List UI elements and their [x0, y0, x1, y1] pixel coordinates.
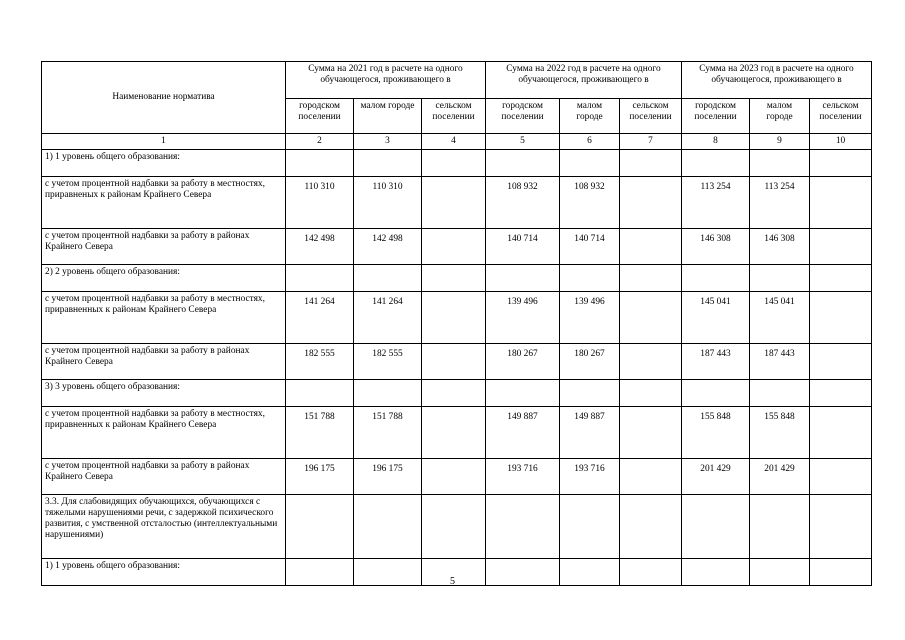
column-number: 6 [560, 134, 620, 150]
column-number: 5 [486, 134, 560, 150]
value-cell [750, 265, 810, 292]
value-cell: 145 041 [682, 292, 750, 344]
value-cell [682, 150, 750, 177]
value-cell [422, 265, 486, 292]
table-row [42, 344, 872, 380]
value-cell: 110 310 [286, 177, 354, 229]
column-number: 8 [682, 134, 750, 150]
value-cell [422, 495, 486, 559]
row-label: 3) 3 уровень общего образования: [42, 380, 286, 407]
value-cell [810, 344, 872, 380]
value-cell [422, 292, 486, 344]
column-number: 4 [422, 134, 486, 150]
value-cell [354, 265, 422, 292]
value-cell: 201 429 [750, 459, 810, 495]
table-body [42, 150, 872, 586]
subcol-urban: городском поселении [286, 99, 354, 134]
header-name-cell: Наименование норматива [42, 62, 286, 134]
subcol-rural: сельском поселении [620, 99, 682, 134]
row-label: с учетом процентной надбавки за работу в районах Крайнего Севера [42, 229, 286, 265]
value-cell [620, 265, 682, 292]
value-cell: 151 788 [354, 407, 422, 459]
value-cell: 155 848 [682, 407, 750, 459]
value-cell: 140 714 [486, 229, 560, 265]
value-cell: 145 041 [750, 292, 810, 344]
value-cell [810, 177, 872, 229]
value-cell: 142 498 [286, 229, 354, 265]
value-cell [810, 495, 872, 559]
value-cell: 155 848 [750, 407, 810, 459]
row-label: с учетом процентной надбавки за работу в районах Крайнего Севера [42, 344, 286, 380]
column-number: 3 [354, 134, 422, 150]
value-cell [486, 265, 560, 292]
value-cell [286, 380, 354, 407]
value-cell: 180 267 [560, 344, 620, 380]
value-cell [486, 150, 560, 177]
row-label: с учетом процентной надбавки за работу в местностях, приравненных к районам Крайнего Севера [42, 407, 286, 459]
value-cell: 196 175 [286, 459, 354, 495]
value-cell [286, 495, 354, 559]
row-label: 2) 2 уровень общего образования: [42, 265, 286, 292]
value-cell [810, 229, 872, 265]
value-cell: 182 555 [354, 344, 422, 380]
column-number-row [42, 134, 872, 150]
value-cell [560, 150, 620, 177]
value-cell: 139 496 [560, 292, 620, 344]
header-row-groups [42, 62, 872, 99]
value-cell [620, 459, 682, 495]
value-cell [560, 265, 620, 292]
value-cell: 141 264 [286, 292, 354, 344]
row-label: с учетом процентной надбавки за работу в районах Крайнего Севера [42, 459, 286, 495]
value-cell [286, 150, 354, 177]
row-label: 1) 1 уровень общего образования: [42, 559, 286, 586]
value-cell [560, 495, 620, 559]
value-cell: 146 308 [682, 229, 750, 265]
value-cell: 108 932 [486, 177, 560, 229]
norms-table [41, 61, 872, 586]
value-cell: 149 887 [560, 407, 620, 459]
value-cell [750, 380, 810, 407]
value-cell [682, 265, 750, 292]
value-cell [620, 150, 682, 177]
subcol-rural: сельском поселении [810, 99, 872, 134]
value-cell: 108 932 [560, 177, 620, 229]
header-group-2021: Сумма на 2021 год в расчете на одного обучающегося, проживающего в [286, 62, 486, 99]
value-cell: 180 267 [486, 344, 560, 380]
table-row [42, 380, 872, 407]
value-cell [750, 150, 810, 177]
value-cell: 193 716 [560, 459, 620, 495]
value-cell [810, 265, 872, 292]
table-row [42, 495, 872, 559]
subcol-small-town: малом городе [750, 99, 810, 134]
value-cell [422, 344, 486, 380]
table-row [42, 150, 872, 177]
value-cell: 187 443 [750, 344, 810, 380]
row-label: с учетом процентной надбавки за работу в местностях, приравненых к районам Крайнего Севера [42, 177, 286, 229]
value-cell [682, 380, 750, 407]
subcol-urban: городском поселении [682, 99, 750, 134]
value-cell: 139 496 [486, 292, 560, 344]
value-cell [486, 495, 560, 559]
column-number: 10 [810, 134, 872, 150]
value-cell [810, 380, 872, 407]
value-cell: 142 498 [354, 229, 422, 265]
value-cell [682, 495, 750, 559]
value-cell: 187 443 [682, 344, 750, 380]
value-cell [620, 407, 682, 459]
value-cell [560, 380, 620, 407]
value-cell [810, 292, 872, 344]
column-number: 1 [42, 134, 286, 150]
value-cell [620, 344, 682, 380]
row-label: 3.3. Для слабовидящих обучающихся, обучающихся с тяжелыми нарушениями речи, с задержкой психического развития, с умственной отсталостью (интеллектуальными нарушениями) [42, 495, 286, 559]
table-row [42, 177, 872, 229]
value-cell [422, 229, 486, 265]
value-cell: 113 254 [682, 177, 750, 229]
value-cell: 201 429 [682, 459, 750, 495]
value-cell [422, 177, 486, 229]
value-cell: 141 264 [354, 292, 422, 344]
value-cell [422, 150, 486, 177]
subcol-urban: городском поселении [486, 99, 560, 134]
subcol-small-town: малом городе [354, 99, 422, 134]
value-cell [810, 459, 872, 495]
value-cell [620, 380, 682, 407]
column-number: 2 [286, 134, 354, 150]
value-cell [354, 150, 422, 177]
table-row [42, 292, 872, 344]
value-cell [810, 407, 872, 459]
value-cell [354, 495, 422, 559]
subcol-rural: сельском поселении [422, 99, 486, 134]
value-cell [422, 380, 486, 407]
value-cell: 149 887 [486, 407, 560, 459]
table-row [42, 229, 872, 265]
value-cell [620, 495, 682, 559]
value-cell [750, 495, 810, 559]
subcol-small-town: малом городе [560, 99, 620, 134]
table-row [42, 407, 872, 459]
value-cell [486, 380, 560, 407]
value-cell: 151 788 [286, 407, 354, 459]
value-cell [286, 265, 354, 292]
value-cell [422, 407, 486, 459]
value-cell: 196 175 [354, 459, 422, 495]
page-number: 5 [450, 576, 455, 587]
header-group-2023: Сумма на 2023 год в расчете на одного обучающегося, проживающего в [682, 62, 872, 99]
column-number: 7 [620, 134, 682, 150]
value-cell [354, 380, 422, 407]
row-label: с учетом процентной надбавки за работу в местностях, приравненных к районам Крайнего Севера [42, 292, 286, 344]
value-cell: 146 308 [750, 229, 810, 265]
value-cell: 140 714 [560, 229, 620, 265]
table-row [42, 459, 872, 495]
column-number: 9 [750, 134, 810, 150]
value-cell [620, 292, 682, 344]
value-cell: 193 716 [486, 459, 560, 495]
value-cell [620, 229, 682, 265]
value-cell [620, 177, 682, 229]
row-label: 1) 1 уровень общего образования: [42, 150, 286, 177]
value-cell [422, 459, 486, 495]
value-cell: 113 254 [750, 177, 810, 229]
table-row [42, 265, 872, 292]
value-cell [810, 150, 872, 177]
header-group-2022: Сумма на 2022 год в расчете на одного обучающегося, проживающего в [486, 62, 682, 99]
value-cell: 182 555 [286, 344, 354, 380]
value-cell: 110 310 [354, 177, 422, 229]
